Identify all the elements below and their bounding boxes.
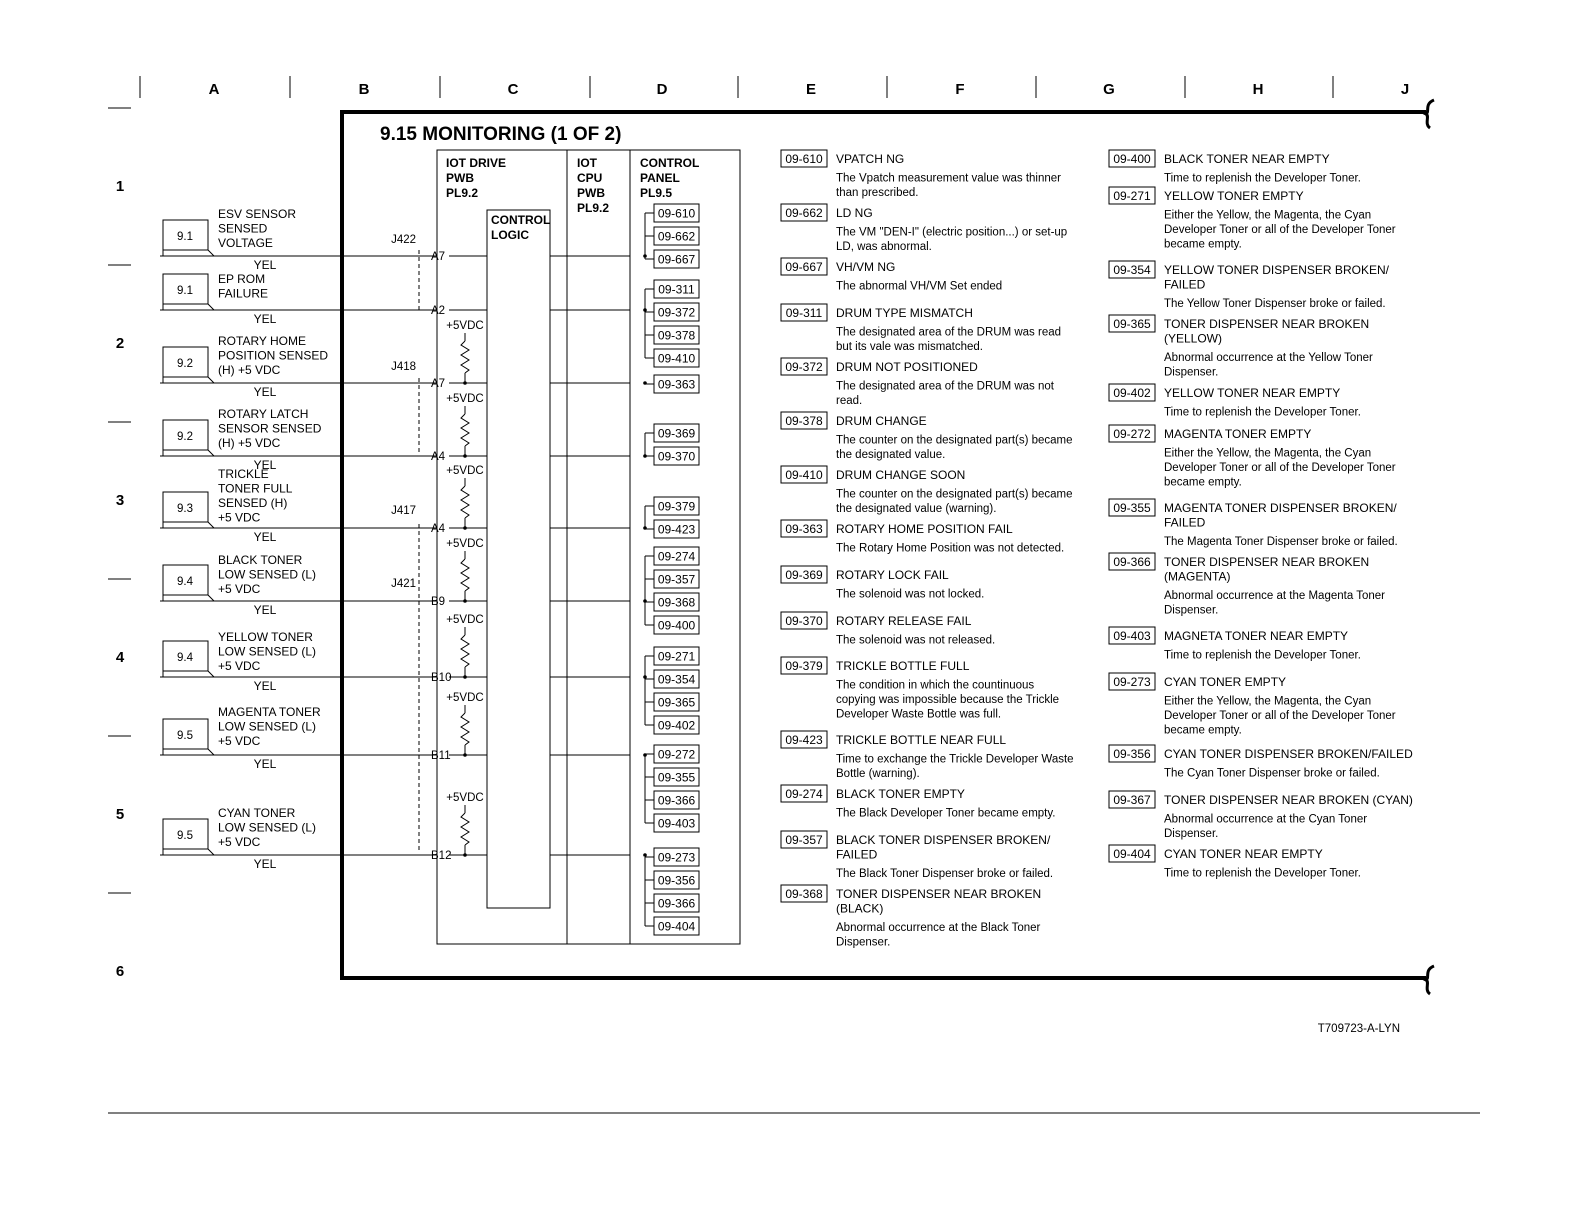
- signal-name: ROTARY HOME: [218, 334, 307, 348]
- control-logic-label: LOGIC: [491, 228, 529, 242]
- signal-name: SENSOR SENSED: [218, 421, 322, 436]
- desc-code-09-363: 09-363: [785, 522, 823, 536]
- fault-code-09-366: 09-366: [657, 896, 696, 911]
- desc-text: Dispenser.: [1164, 604, 1219, 617]
- wire-color-label: YEL: [253, 385, 277, 399]
- pin-label: B12: [431, 850, 452, 862]
- fault-junction-dot: [643, 454, 647, 458]
- desc-code-09-355: 09-355: [1113, 501, 1151, 515]
- signal-name: LOW SENSED (L): [218, 644, 317, 659]
- signal-name: YELLOW TONER: [218, 630, 313, 644]
- fault-code-09-372: 09-372: [657, 305, 696, 320]
- pullup-resistor: [461, 341, 469, 373]
- pullup-resistor: [461, 559, 469, 591]
- wire-color-label: YEL: [253, 458, 277, 472]
- junction-dot: [463, 675, 467, 679]
- frame-break-bottom: [1426, 966, 1434, 994]
- desc-text: Either the Yellow, the Magenta, the Cyan: [1164, 695, 1372, 708]
- control-panel-label: CONTROL: [640, 156, 700, 170]
- fault-code-09-404: 09-404: [657, 919, 696, 934]
- fault-code-09-423: 09-423: [657, 522, 696, 537]
- desc-title: DRUM TYPE MISMATCH: [836, 306, 973, 320]
- pullup-resistor: [461, 414, 469, 446]
- fault-code-09-369: 09-369: [657, 426, 696, 441]
- fault-code-09-355: 09-355: [657, 770, 696, 785]
- desc-code-09-610: 09-610: [785, 152, 823, 166]
- signal-name: POSITION SENSED: [218, 348, 329, 363]
- signal-name: ESV SENSOR: [218, 207, 297, 221]
- column-label-g: G: [1103, 81, 1115, 98]
- iot-cpu-pwb: [567, 150, 630, 944]
- signal-lines: [160, 207, 630, 871]
- power-label: +5VDC: [446, 393, 484, 405]
- desc-title: TONER DISPENSER NEAR BROKEN: [1164, 555, 1370, 569]
- signal-name: LOW SENSED (L): [218, 567, 317, 582]
- signal-name: TRICKLE: [218, 467, 269, 481]
- desc-title: DRUM CHANGE SOON: [836, 468, 966, 482]
- desc-text: The designated area of the DRUM was read: [836, 326, 1062, 339]
- desc-text: The designated area of the DRUM was not: [836, 380, 1054, 393]
- fault-junction-dot: [643, 308, 647, 312]
- desc-text: the designated value (warning).: [836, 503, 997, 515]
- fault-code-09-370: 09-370: [657, 449, 696, 464]
- control-logic-label: CONTROL: [491, 213, 551, 227]
- desc-code-09-369: 09-369: [785, 568, 823, 582]
- desc-text: The Yellow Toner Dispenser broke or failed.: [1164, 298, 1386, 310]
- signal-name: +5 VDC: [218, 734, 261, 748]
- fault-junction-dot: [643, 675, 647, 679]
- connector-j418: J418: [391, 361, 416, 373]
- desc-title: CYAN TONER NEAR EMPTY: [1164, 847, 1323, 861]
- desc-text: Time to replenish the Developer Toner.: [1164, 649, 1361, 662]
- pin-label: A7: [431, 378, 446, 390]
- desc-text: copying was impossible because the Trickle: [836, 694, 1060, 706]
- desc-text: Time to exchange the Trickle Developer Waste: [836, 753, 1074, 766]
- desc-text: The VM "DEN-I" (electric position...) or set-up: [836, 226, 1068, 239]
- signal-name: +5 VDC: [218, 582, 261, 596]
- desc-title: MAGENTA TONER DISPENSER BROKEN/: [1164, 501, 1397, 515]
- desc-title: DRUM CHANGE: [836, 414, 927, 428]
- fault-code-09-410: 09-410: [657, 351, 696, 366]
- desc-text: The Black Developer Toner became empty.: [836, 807, 1056, 820]
- junction-dot: [463, 853, 467, 857]
- desc-code-09-402: 09-402: [1113, 386, 1151, 400]
- desc-text: Abnormal occurrence at the Yellow Toner: [1164, 352, 1373, 364]
- pullup-resistor: [461, 486, 469, 518]
- connector-j422: J422: [391, 234, 416, 246]
- wire-color-label: YEL: [253, 857, 277, 871]
- signal-name: EP ROM: [218, 272, 266, 286]
- row-label-3: 3: [115, 492, 125, 509]
- desc-text: Bottle (warning).: [836, 768, 920, 780]
- desc-code-09-271: 09-271: [1113, 189, 1151, 203]
- desc-text: The condition in which the countinuous: [836, 679, 1035, 692]
- iot-drive-label: PL9.2: [446, 186, 479, 200]
- column-label-j: J: [1400, 81, 1410, 98]
- page-ref-tab: [163, 749, 214, 755]
- fault-code-09-272: 09-272: [657, 747, 696, 762]
- desc-title: MAGNETA TONER NEAR EMPTY: [1164, 629, 1349, 643]
- fault-code-09-402: 09-402: [657, 718, 696, 733]
- fault-code-09-368: 09-368: [657, 595, 696, 610]
- pin-label: B9: [431, 596, 446, 608]
- page-ref-tab: [163, 377, 214, 383]
- desc-title: BLACK TONER EMPTY: [836, 787, 965, 801]
- wire-color-label: YEL: [253, 530, 277, 544]
- power-label: +5VDC: [446, 692, 484, 704]
- power-label: +5VDC: [446, 792, 484, 804]
- fault-junction-dot: [643, 381, 647, 385]
- desc-text: Either the Yellow, the Magenta, the Cyan: [1164, 209, 1372, 222]
- desc-code-09-404: 09-404: [1113, 847, 1151, 861]
- desc-text: Dispenser.: [1164, 366, 1219, 379]
- pullup-resistor: [461, 635, 469, 667]
- signal-name: (H) +5 VDC: [218, 363, 281, 377]
- desc-text: The Vpatch measurement value was thinner: [836, 172, 1062, 185]
- fault-code-09-357: 09-357: [657, 572, 696, 587]
- desc-code-09-423: 09-423: [785, 733, 823, 747]
- control-panel-label: PL9.5: [640, 186, 673, 200]
- desc-text: LD, was abnormal.: [836, 241, 932, 253]
- signal-name: SENSED (H): [218, 496, 288, 510]
- junction-dot: [463, 381, 467, 385]
- column-label-b: B: [358, 81, 370, 98]
- fault-code-09-379: 09-379: [657, 499, 696, 514]
- desc-title: CYAN TONER DISPENSER BROKEN/FAILED: [1164, 747, 1413, 761]
- fault-code-09-378: 09-378: [657, 328, 696, 343]
- desc-text: Developer Toner or all of the Developer Toner: [1164, 462, 1396, 474]
- pin-label: A4: [431, 451, 446, 463]
- fault-junction-dot: [643, 853, 647, 857]
- desc-text: The Magenta Toner Dispenser broke or failed.: [1164, 536, 1398, 548]
- row-label-4: 4: [115, 649, 125, 666]
- desc-title: YELLOW TONER EMPTY: [1164, 189, 1304, 203]
- fault-code-09-274: 09-274: [657, 549, 696, 564]
- iot-drive-label: PWB: [446, 171, 474, 185]
- fault-code-09-403: 09-403: [657, 816, 696, 831]
- iot-cpu-label: PWB: [577, 186, 605, 200]
- desc-code-09-366: 09-366: [1113, 555, 1151, 569]
- pin-label: A4: [431, 523, 446, 535]
- desc-code-09-272: 09-272: [1113, 427, 1151, 441]
- signal-name: CYAN TONER: [218, 806, 296, 820]
- pullup-resistor: [461, 713, 469, 745]
- desc-title: VH/VM NG: [836, 260, 896, 274]
- signal-name: +5 VDC: [218, 835, 261, 849]
- desc-text: but its vale was mismatched.: [836, 341, 984, 353]
- desc-code-09-379: 09-379: [785, 659, 823, 673]
- page-ref-number: 9.5: [177, 830, 193, 842]
- desc-text: Abnormal occurrence at the Cyan Toner: [1164, 813, 1368, 826]
- desc-code-09-662: 09-662: [785, 206, 823, 220]
- desc-title: DRUM NOT POSITIONED: [836, 360, 978, 374]
- desc-text: Abnormal occurrence at the Magenta Toner: [1164, 590, 1385, 602]
- desc-title: TONER DISPENSER NEAR BROKEN (CYAN): [1164, 793, 1413, 807]
- pin-label: A7: [431, 251, 446, 263]
- pin-label: A2: [431, 305, 446, 317]
- desc-title: CYAN TONER EMPTY: [1164, 675, 1287, 689]
- desc-text: The solenoid was not released.: [836, 634, 996, 647]
- desc-title: VPATCH NG: [836, 152, 905, 166]
- junction-dot: [463, 599, 467, 603]
- desc-title: LD NG: [836, 206, 873, 220]
- diagram-title: 9.15 MONITORING (1 OF 2): [380, 124, 622, 145]
- signal-name: LOW SENSED (L): [218, 719, 317, 734]
- row-label-1: 1: [115, 178, 125, 195]
- column-label-e: E: [805, 81, 817, 98]
- page-ref-number: 9.2: [177, 358, 193, 370]
- desc-code-09-372: 09-372: [785, 360, 823, 374]
- fault-code-09-311: 09-311: [658, 282, 695, 297]
- wire-color-label: YEL: [253, 258, 277, 272]
- control-logic-block: [487, 210, 550, 908]
- pullup-resistor: [461, 813, 469, 845]
- desc-text: Developer Waste Bottle was full.: [836, 708, 1002, 721]
- iot-cpu-label: CPU: [577, 171, 603, 185]
- signal-name: TONER FULL: [218, 481, 293, 496]
- page-ref-number: 9.2: [177, 431, 193, 443]
- desc-text: Dispenser.: [836, 936, 891, 949]
- fault-code-09-363: 09-363: [657, 377, 696, 392]
- power-label: +5VDC: [446, 614, 484, 626]
- iot-cpu-label: PL9.2: [577, 201, 610, 215]
- page-ref-number: 9.3: [177, 503, 193, 515]
- desc-title: ROTARY RELEASE FAIL: [836, 614, 972, 628]
- desc-text: Either the Yellow, the Magenta, the Cyan: [1164, 447, 1372, 460]
- desc-code-09-311: 09-311: [785, 306, 823, 320]
- page-ref-number: 9.4: [177, 652, 193, 664]
- signal-name: LOW SENSED (L): [218, 820, 317, 835]
- fault-descriptions: [781, 150, 1413, 949]
- signal-name: (H) +5 VDC: [218, 436, 281, 450]
- drawing-id: T709723-A-LYN: [1317, 1023, 1400, 1035]
- desc-text: Time to replenish the Developer Toner.: [1164, 406, 1361, 419]
- desc-text: Abnormal occurrence at the Black Toner: [836, 922, 1041, 934]
- desc-text: The counter on the designated part(s) became: [836, 488, 1073, 501]
- iot-drive-label: IOT DRIVE: [446, 156, 507, 170]
- desc-title: TONER DISPENSER NEAR BROKEN: [836, 887, 1042, 901]
- column-label-d: D: [656, 81, 668, 98]
- fault-junction-dot: [643, 599, 647, 603]
- desc-title: MAGENTA TONER EMPTY: [1164, 427, 1312, 441]
- desc-text: Developer Toner or all of the Developer Toner: [1164, 710, 1396, 722]
- power-label: +5VDC: [446, 538, 484, 550]
- desc-text: Time to replenish the Developer Toner.: [1164, 172, 1361, 185]
- desc-title: TRICKLE BOTTLE NEAR FULL: [836, 733, 1007, 747]
- page-ref-tab: [163, 849, 214, 855]
- desc-text: The Rotary Home Position was not detected.: [836, 542, 1065, 555]
- fault-junction-dot: [643, 254, 647, 258]
- fault-code-09-356: 09-356: [657, 873, 696, 888]
- desc-text: read.: [836, 395, 863, 407]
- desc-code-09-356: 09-356: [1113, 747, 1151, 761]
- fault-code-09-271: 09-271: [657, 649, 696, 664]
- pin-label: B10: [431, 672, 452, 684]
- row-label-6: 6: [115, 963, 125, 980]
- signal-name: ROTARY LATCH: [218, 407, 309, 421]
- desc-code-09-354: 09-354: [1113, 263, 1151, 277]
- page-ref-tab: [163, 304, 214, 310]
- desc-code-09-273: 09-273: [1113, 675, 1151, 689]
- desc-code-09-378: 09-378: [785, 414, 823, 428]
- fault-junction-dot: [643, 526, 647, 530]
- junction-dot: [463, 454, 467, 458]
- desc-text: Time to replenish the Developer Toner.: [1164, 867, 1361, 880]
- wire-color-label: YEL: [253, 679, 277, 693]
- desc-text: The Black Toner Dispenser broke or failed.: [836, 868, 1054, 880]
- desc-title: ROTARY LOCK FAIL: [836, 568, 949, 582]
- desc-title: TONER DISPENSER NEAR BROKEN: [1164, 317, 1370, 331]
- desc-title: BLACK TONER NEAR EMPTY: [1164, 152, 1330, 166]
- desc-title: FAILED: [1164, 277, 1206, 292]
- desc-text: than prescribed.: [836, 187, 919, 199]
- page-ref-tab: [163, 250, 214, 256]
- fault-code-09-662: 09-662: [657, 229, 696, 244]
- desc-text: became empty.: [1164, 724, 1242, 737]
- desc-code-09-368: 09-368: [785, 887, 823, 901]
- desc-text: Dispenser.: [1164, 828, 1219, 840]
- page-ref-tab: [163, 671, 214, 677]
- desc-text: the designated value.: [836, 449, 946, 461]
- page-ref-number: 9.1: [177, 285, 193, 297]
- fault-code-09-273: 09-273: [657, 850, 696, 865]
- page-ref-tab: [163, 595, 214, 601]
- desc-code-09-370: 09-370: [785, 614, 823, 628]
- power-label: +5VDC: [446, 465, 484, 477]
- iot-cpu-label: IOT: [577, 156, 597, 170]
- desc-title: YELLOW TONER NEAR EMPTY: [1164, 386, 1341, 400]
- signal-name: SENSED: [218, 221, 268, 236]
- fault-code-09-365: 09-365: [657, 695, 696, 710]
- fault-code-09-667: 09-667: [657, 252, 696, 267]
- page-ref-number: 9.5: [177, 730, 193, 742]
- fault-code-09-610: 09-610: [657, 206, 696, 221]
- desc-code-09-274: 09-274: [785, 787, 823, 801]
- signal-name: BLACK TONER: [218, 553, 303, 567]
- column-label-c: C: [507, 81, 519, 98]
- desc-title: FAILED: [836, 847, 878, 862]
- page-ref-tab: [163, 522, 214, 528]
- desc-code-09-403: 09-403: [1113, 629, 1151, 643]
- desc-text: The Cyan Toner Dispenser broke or failed.: [1164, 767, 1380, 780]
- desc-title: (BLACK): [836, 901, 884, 916]
- power-label: +5VDC: [446, 320, 484, 332]
- desc-text: became empty.: [1164, 238, 1242, 251]
- desc-text: The counter on the designated part(s) became: [836, 434, 1073, 447]
- fault-junction-dot: [643, 753, 647, 757]
- fault-code-09-366: 09-366: [657, 793, 696, 808]
- row-label-2: 2: [115, 335, 125, 352]
- frame-break-top: [1426, 100, 1434, 128]
- page-ref-number: 9.4: [177, 576, 193, 588]
- desc-code-09-400: 09-400: [1113, 152, 1151, 166]
- signal-name: MAGENTA TONER: [218, 705, 321, 719]
- desc-code-09-365: 09-365: [1113, 317, 1151, 331]
- page-ref-number: 9.1: [177, 231, 193, 243]
- desc-code-09-410: 09-410: [785, 468, 823, 482]
- desc-code-09-367: 09-367: [1113, 793, 1151, 807]
- wire-color-label: YEL: [253, 603, 277, 617]
- column-label-a: A: [208, 81, 220, 98]
- desc-text: The solenoid was not locked.: [836, 588, 985, 601]
- wire-color-label: YEL: [253, 312, 277, 326]
- control-panel-label: PANEL: [640, 171, 680, 185]
- signal-name: +5 VDC: [218, 659, 261, 673]
- desc-code-09-357: 09-357: [785, 833, 823, 847]
- signal-name: VOLTAGE: [218, 236, 273, 250]
- fault-code-09-400: 09-400: [657, 618, 696, 633]
- junction-dot: [463, 526, 467, 530]
- signal-name: +5 VDC: [218, 510, 261, 525]
- connector-j417: J417: [391, 505, 416, 517]
- wire-color-label: YEL: [253, 757, 277, 771]
- desc-text: The abnormal VH/VM Set ended: [836, 280, 1003, 293]
- fault-code-boxes: [643, 204, 699, 935]
- connector-j421: J421: [391, 578, 416, 590]
- column-label-h: H: [1252, 81, 1264, 98]
- desc-title: BLACK TONER DISPENSER BROKEN/: [836, 833, 1051, 847]
- desc-text: became empty.: [1164, 476, 1242, 489]
- desc-title: (MAGENTA): [1164, 569, 1231, 584]
- pin-label: B11: [431, 750, 451, 762]
- desc-code-09-667: 09-667: [785, 260, 823, 274]
- column-label-f: F: [955, 81, 965, 98]
- desc-title: FAILED: [1164, 515, 1206, 530]
- row-label-5: 5: [115, 806, 125, 823]
- junction-dot: [463, 753, 467, 757]
- fault-code-09-354: 09-354: [657, 672, 696, 687]
- desc-title: (YELLOW): [1164, 331, 1223, 346]
- desc-title: ROTARY HOME POSITION FAIL: [836, 522, 1013, 536]
- page-ref-tab: [163, 450, 214, 456]
- signal-name: FAILURE: [218, 286, 269, 301]
- desc-title: TRICKLE BOTTLE FULL: [836, 659, 970, 673]
- desc-text: Developer Toner or all of the Developer Toner: [1164, 224, 1396, 236]
- desc-title: YELLOW TONER DISPENSER BROKEN/: [1164, 263, 1389, 277]
